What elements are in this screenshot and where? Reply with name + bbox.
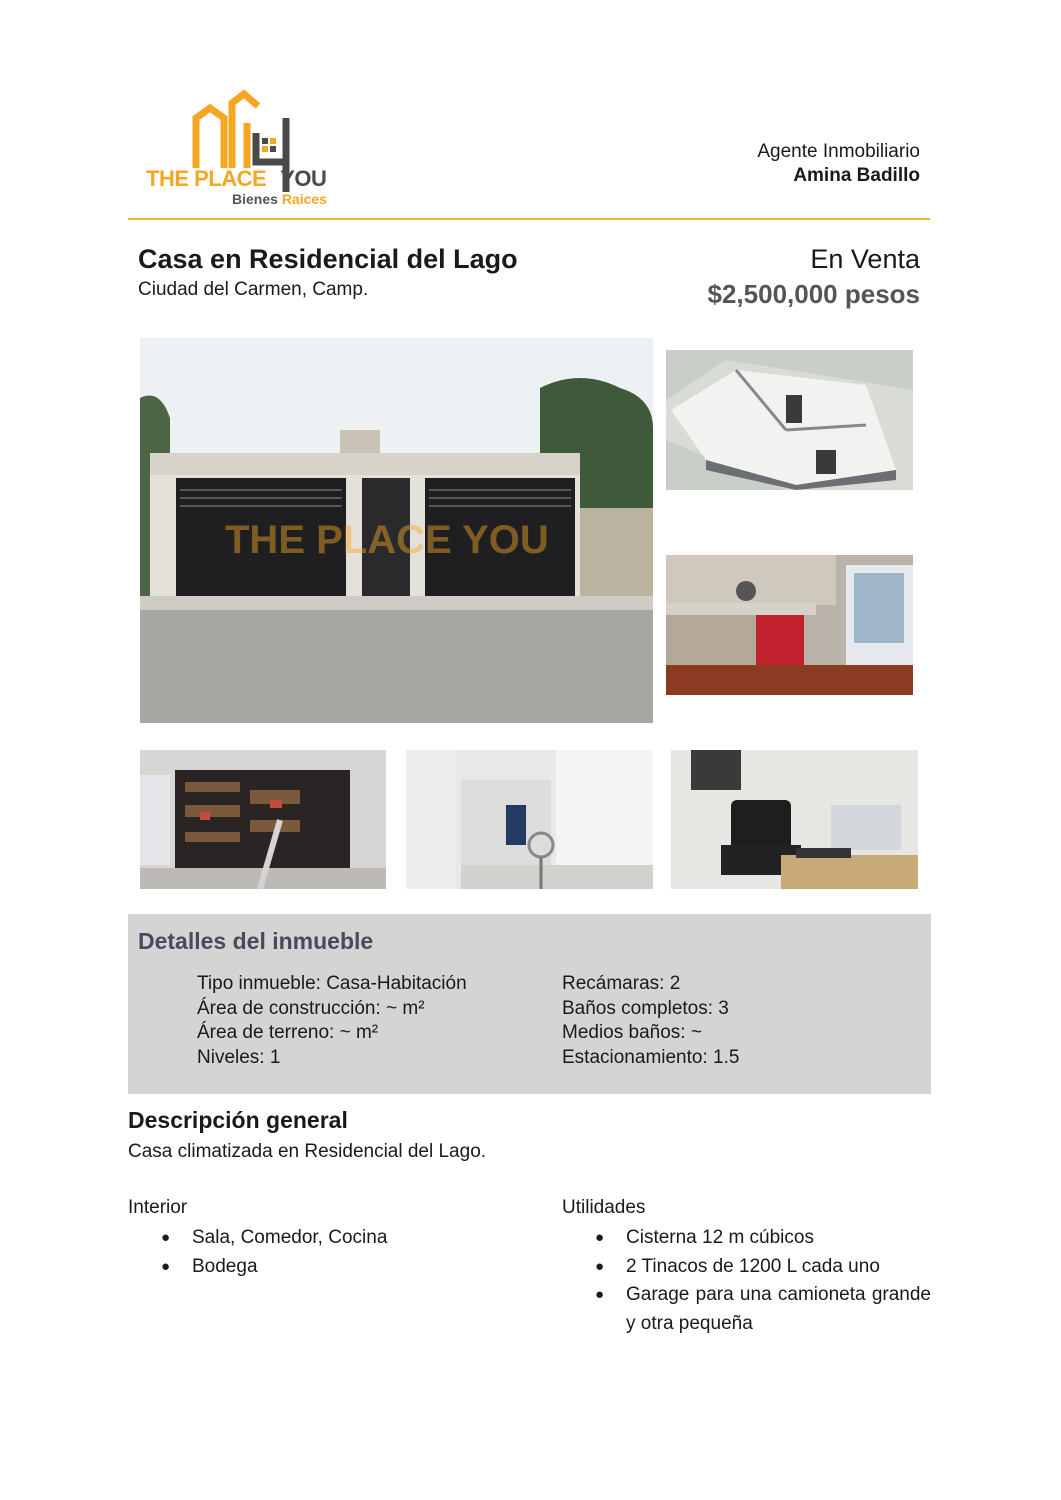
listing-status: En Venta: [810, 244, 920, 274]
agent-name: Amina Badillo: [793, 165, 920, 186]
detail-construction-area: Área de construcción: ~ m²: [197, 997, 425, 1019]
header-divider: [128, 218, 930, 220]
detail-bedrooms: Recámaras: 2: [562, 973, 681, 994]
property-details-panel: [128, 914, 931, 1094]
details-heading: Detalles del inmueble: [138, 928, 374, 954]
utilities-list: [562, 1224, 931, 1338]
listing-location: Ciudad del Carmen, Camp.: [138, 279, 369, 300]
detail-half-baths: Medios baños: ~: [562, 1022, 702, 1043]
agent-role: Agente Inmobiliario: [757, 141, 920, 162]
detail-property-type: Tipo inmueble: Casa-Habitación: [197, 973, 467, 994]
listing-price: $2,500,000 pesos: [707, 279, 920, 309]
detail-land-area: Área de terreno: ~ m²: [197, 1022, 379, 1043]
detail-full-baths: Baños completos: 3: [562, 997, 729, 1019]
svg-text:THE PLACE YOU: THE PLACE YOU: [225, 518, 549, 562]
logo-name: THE PLACE: [146, 166, 267, 191]
kitchen-photo: [666, 555, 913, 695]
3d-floor-plan-render: [666, 350, 913, 490]
logo-tagline-2: Raices: [281, 191, 327, 207]
list-item: ● Cisterna 12 m cúbicos: [562, 1224, 931, 1253]
logo-tagline-1: Bienes: [232, 191, 278, 207]
interior-heading: Interior: [128, 1197, 188, 1218]
room-photo: [406, 750, 653, 889]
list-item: ● 2 Tinacos de 1200 L cada uno: [562, 1253, 931, 1282]
office-photo: [671, 750, 918, 889]
list-item: ● Sala, Comedor, Cocina: [128, 1224, 548, 1253]
listing-title: Casa en Residencial del Lago: [138, 244, 518, 274]
company-logo: [140, 88, 345, 213]
house-facade-photo: [140, 338, 653, 723]
detail-parking: Estacionamiento: 1.5: [562, 1046, 740, 1068]
description-heading: Descripción general: [128, 1107, 348, 1133]
interior-list: [128, 1224, 548, 1281]
list-item: ● Garage para una camioneta grande y otra pequeña: [562, 1281, 931, 1338]
details-left-column: [197, 972, 467, 1070]
shelf-room-photo: [140, 750, 386, 889]
list-item: ● Bodega: [128, 1253, 548, 1282]
details-right-column: [562, 972, 739, 1070]
description-text: Casa climatizada en Residencial del Lago.: [128, 1141, 487, 1162]
logo-you: YOU: [280, 166, 327, 191]
utilities-heading: Utilidades: [562, 1197, 646, 1218]
detail-levels: Niveles: 1: [197, 1046, 281, 1068]
agent-info: [757, 140, 920, 188]
